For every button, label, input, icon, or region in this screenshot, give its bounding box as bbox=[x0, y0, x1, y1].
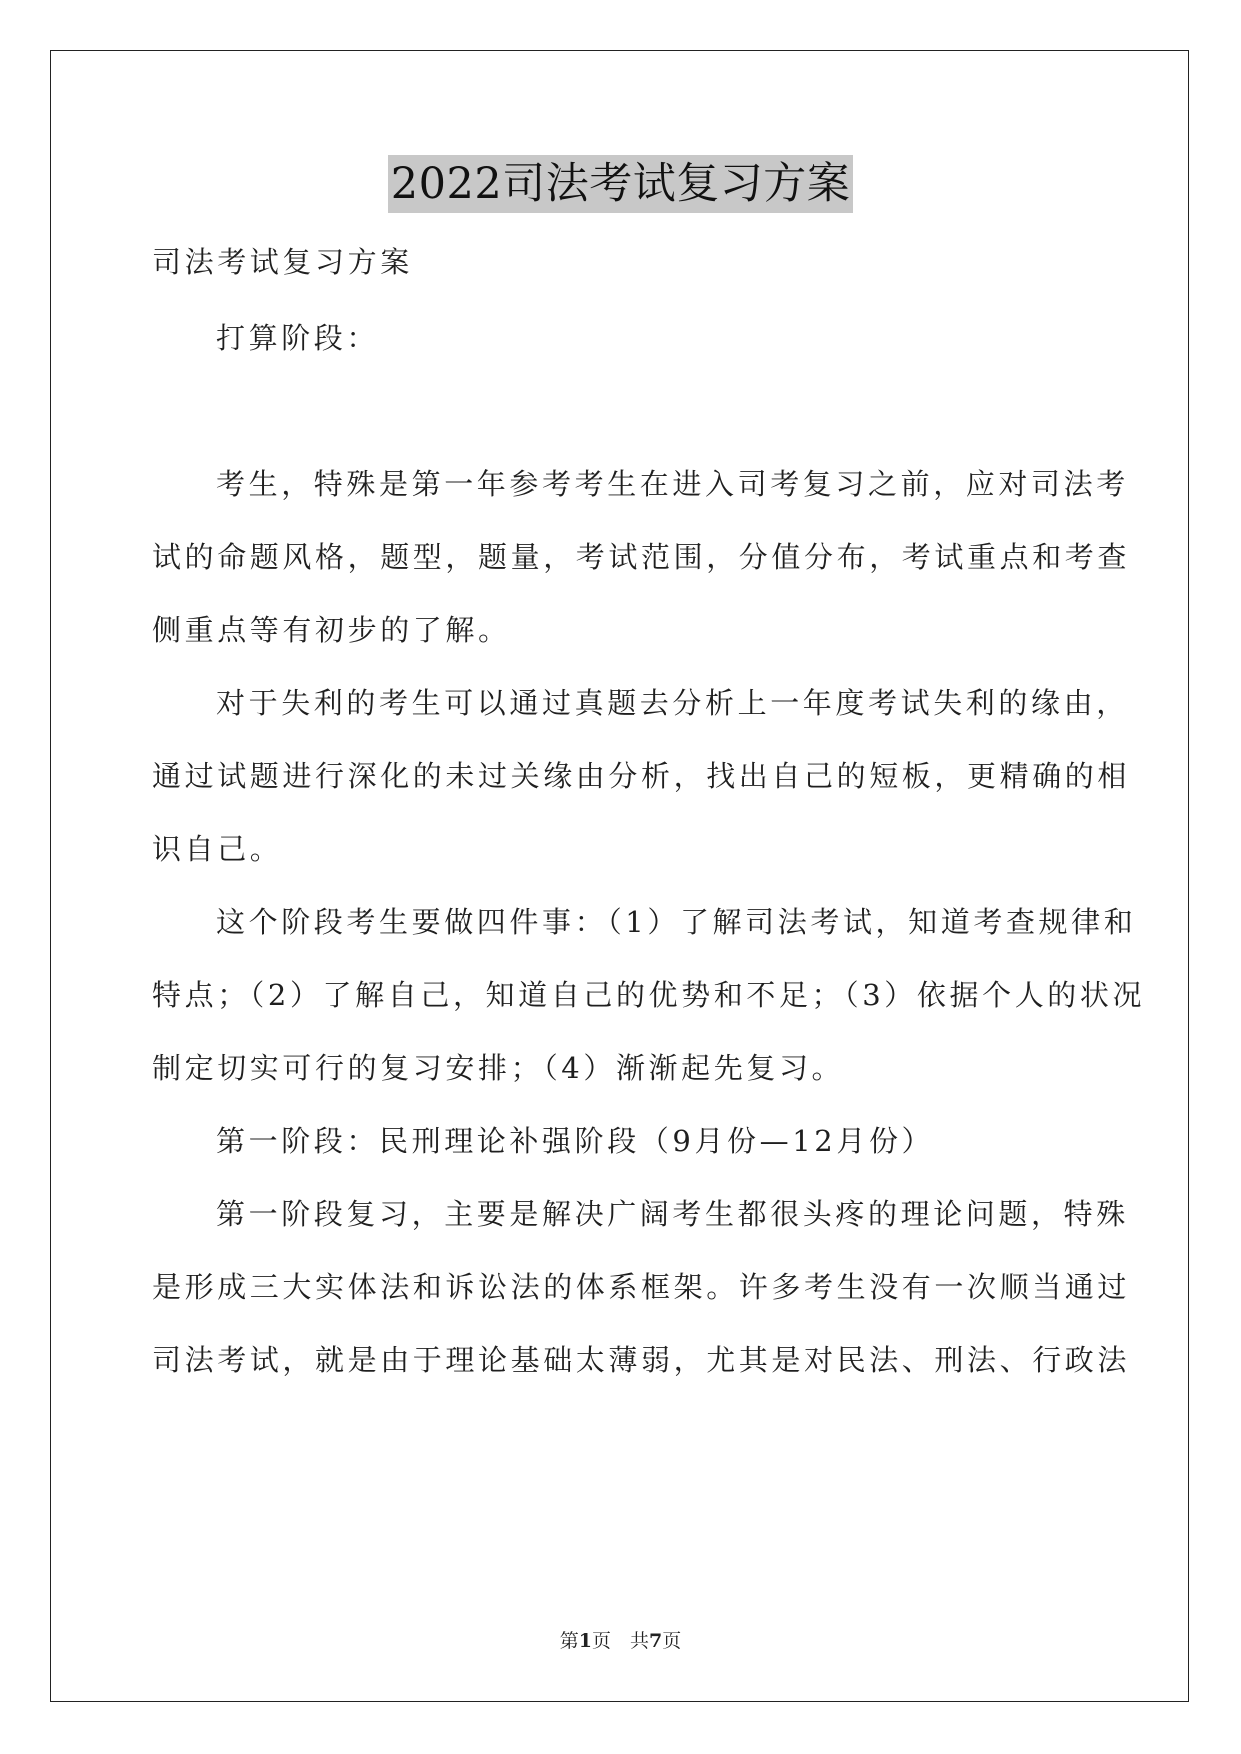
body-line: 这个阶段考生要做四件事：（1）了解司法考试，知道考查规律和 bbox=[216, 905, 1137, 939]
page-footer bbox=[0, 1626, 1241, 1653]
page-mid: 页 共 bbox=[591, 1630, 649, 1652]
body-line: 识自己。 bbox=[152, 832, 283, 866]
body-line: 司法考试，就是由于理论基础太薄弱，尤其是对民法、刑法、行政法 bbox=[152, 1343, 1131, 1377]
body-line: 侧重点等有初步的了解。 bbox=[152, 613, 511, 647]
body-line: 通过试题进行深化的未过关缘由分析，找出自己的短板，更精确的相 bbox=[152, 759, 1131, 793]
body-line: 对于失利的考生可以通过真题去分析上一年度考试失利的缘由， bbox=[216, 686, 1129, 720]
document-title: 2022司法考试复习方案 bbox=[388, 155, 853, 213]
body-line: 考生，特殊是第一年参考考生在进入司考复习之前，应对司法考 bbox=[216, 467, 1129, 501]
page-suffix: 页 bbox=[662, 1630, 682, 1652]
body-line: 第一阶段复习，主要是解决广阔考生都很头疼的理论问题，特殊 bbox=[216, 1197, 1129, 1231]
body-line: 司法考试复习方案 bbox=[152, 245, 413, 279]
body-line: 打算阶段： bbox=[216, 321, 380, 355]
page-prefix: 第 bbox=[559, 1630, 579, 1652]
page-border bbox=[50, 50, 1189, 1702]
page-total-number: 7 bbox=[649, 1630, 663, 1652]
page-current-number: 1 bbox=[578, 1630, 592, 1652]
body-line: 制定切实可行的复习安排；（4）渐渐起先复习。 bbox=[152, 1051, 845, 1085]
title-container bbox=[0, 155, 1241, 213]
body-line: 是形成三大实体法和诉讼法的体系框架。许多考生没有一次顺当通过 bbox=[152, 1270, 1131, 1304]
body-line: 特点；（2）了解自己，知道自己的优势和不足；（3）依据个人的状况 bbox=[152, 978, 1146, 1012]
body-line: 试的命题风格，题型，题量，考试范围，分值分布，考试重点和考查 bbox=[152, 540, 1131, 574]
body-line: 第一阶段：民刑理论补强阶段（9月份—12月份） bbox=[216, 1124, 935, 1158]
